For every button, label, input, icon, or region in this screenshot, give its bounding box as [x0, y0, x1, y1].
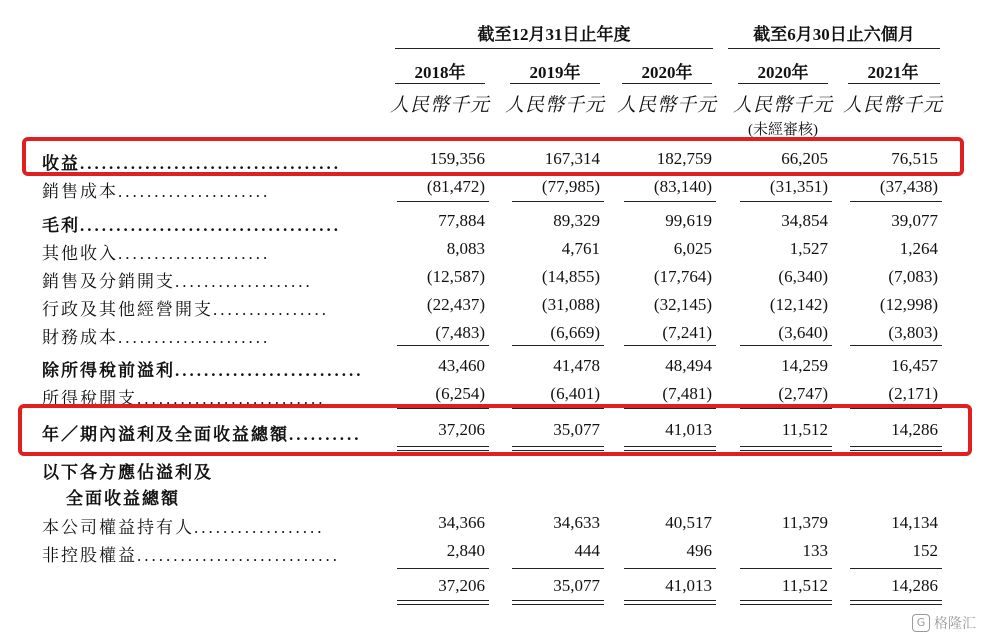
attribution-value: 2,840	[446, 541, 485, 560]
leader-dots: ..........................	[175, 361, 364, 380]
row-value: 16,457	[891, 356, 938, 375]
leader-dots: .....................	[118, 182, 271, 201]
row-value: (14,855)	[541, 267, 600, 286]
attribution-total-value: 14,286	[891, 576, 938, 595]
row-value: 4,761	[561, 239, 600, 258]
row-value: (81,472)	[426, 177, 485, 196]
row-value: 89,329	[553, 211, 600, 230]
subtotal-rule	[624, 345, 716, 346]
row-value: 182,759	[656, 149, 712, 168]
subtotal-rule	[850, 568, 942, 569]
year-rule	[395, 83, 485, 84]
leader-dots: ...................	[175, 272, 313, 291]
gelonghui-icon: G	[912, 614, 930, 632]
row-value: 1,264	[899, 239, 938, 258]
currency-unit: 人民幣千元	[389, 95, 490, 116]
attribution-value: 496	[686, 541, 712, 560]
attribution-total-value: 41,013	[665, 576, 712, 595]
attribution-value: 444	[574, 541, 600, 560]
attribution-value: 34,633	[553, 513, 600, 532]
attribution-row-label	[42, 541, 340, 566]
header-group-annual: 截至12月31日止年度	[477, 25, 631, 44]
subtotal-rule	[850, 201, 942, 202]
subtotal-rule	[740, 345, 832, 346]
leader-dots: ....................................	[80, 216, 341, 235]
row-value: (6,254)	[435, 384, 485, 403]
leader-dots: ..........................	[137, 389, 326, 408]
row-label	[42, 177, 270, 202]
row-value: (6,401)	[550, 384, 600, 403]
row-value: (17,764)	[653, 267, 712, 286]
row-value: 37,206	[438, 420, 485, 439]
header-group-annual-rule	[395, 48, 713, 49]
watermark-text: 格隆汇	[934, 616, 976, 632]
year-rule	[848, 83, 940, 84]
row-label	[42, 323, 270, 348]
attribution-value: 133	[802, 541, 828, 560]
row-label	[42, 295, 329, 320]
total-double-rule	[397, 600, 489, 605]
currency-unit: 人民幣千元	[842, 95, 943, 116]
row-value: (7,481)	[662, 384, 712, 403]
row-value: (83,140)	[653, 177, 712, 196]
row-value: 11,512	[781, 420, 828, 439]
row-value: 8,083	[446, 239, 485, 258]
row-label-text: 除所得稅前溢利	[42, 361, 175, 380]
attribution-value: 11,379	[781, 513, 828, 532]
attribution-value: 152	[912, 541, 938, 560]
row-label-text: 年／期內溢利及全面收益總額	[42, 425, 289, 444]
row-value: 14,259	[781, 356, 828, 375]
subtotal-rule	[624, 568, 716, 569]
row-value: (2,747)	[778, 384, 828, 403]
attribution-total-value: 11,512	[781, 576, 828, 595]
currency-unit: 人民幣千元	[732, 95, 833, 116]
header-group-halfyear: 截至6月30日止六個月	[753, 25, 915, 44]
row-label-text: 行政及其他經營開支	[42, 300, 213, 319]
attribution-total-value: 37,206	[438, 576, 485, 595]
year-header: 2020年	[641, 63, 693, 82]
year-rule	[510, 83, 600, 84]
subtotal-rule	[850, 345, 942, 346]
row-value: (7,483)	[435, 323, 485, 342]
year-header: 2020年	[757, 63, 809, 82]
row-value: 77,884	[438, 211, 485, 230]
row-value: (6,340)	[778, 267, 828, 286]
row-value: (32,145)	[653, 295, 712, 314]
year-header: 2019年	[529, 63, 581, 82]
row-value: 99,619	[665, 211, 712, 230]
row-value: (31,088)	[541, 295, 600, 314]
attribution-heading-line2: 全面收益總額	[66, 489, 180, 508]
year-header: 2021年	[867, 63, 919, 82]
attribution-total-value: 35,077	[553, 576, 600, 595]
year-rule	[622, 83, 712, 84]
row-label-text: 銷售及分銷開支	[42, 272, 175, 291]
row-value: 35,077	[553, 420, 600, 439]
leader-dots: .....................	[118, 244, 271, 263]
subtotal-rule	[512, 345, 604, 346]
row-value: (12,142)	[769, 295, 828, 314]
row-value: 34,854	[781, 211, 828, 230]
row-value: (37,438)	[879, 177, 938, 196]
currency-unit: 人民幣千元	[504, 95, 605, 116]
row-label-text: 收益	[42, 154, 80, 173]
watermark-logo	[912, 613, 976, 633]
row-value: (3,803)	[888, 323, 938, 342]
row-value: 6,025	[673, 239, 712, 258]
total-double-rule	[624, 600, 716, 605]
leader-dots: ..........	[289, 425, 362, 444]
row-value: (12,587)	[426, 267, 485, 286]
row-value: (77,985)	[541, 177, 600, 196]
attribution-row-label-text: 非控股權益	[42, 546, 137, 565]
row-value: 14,286	[891, 420, 938, 439]
subtotal-rule	[512, 201, 604, 202]
row-value: 66,205	[781, 149, 828, 168]
row-value: (12,998)	[879, 295, 938, 314]
currency-unit: 人民幣千元	[616, 95, 717, 116]
leader-dots: ................	[213, 300, 329, 319]
subtotal-rule	[740, 568, 832, 569]
row-label-text: 財務成本	[42, 328, 118, 347]
row-label-text: 其他收入	[42, 244, 118, 263]
subtotal-rule	[512, 568, 604, 569]
unaudited-note: (未經審核)	[748, 122, 818, 138]
row-label-text: 銷售成本	[42, 182, 118, 201]
attribution-value: 34,366	[438, 513, 485, 532]
row-label-text: 所得稅開支	[42, 389, 137, 408]
row-value: 1,527	[789, 239, 828, 258]
year-header: 2018年	[414, 63, 466, 82]
header-group-halfyear-rule	[728, 48, 940, 49]
leader-dots: ....................................	[80, 154, 341, 173]
leader-dots: .....................	[118, 328, 271, 347]
row-value: 76,515	[891, 149, 938, 168]
attribution-value: 40,517	[665, 513, 712, 532]
row-value: (3,640)	[778, 323, 828, 342]
row-value: (31,351)	[769, 177, 828, 196]
leader-dots: ..................	[194, 518, 325, 537]
subtotal-rule	[397, 345, 489, 346]
row-value: 48,494	[665, 356, 712, 375]
row-value: (2,171)	[888, 384, 938, 403]
attribution-value: 14,134	[891, 513, 938, 532]
highlight-profit-row	[18, 404, 972, 456]
total-double-rule	[850, 600, 942, 605]
subtotal-rule	[740, 201, 832, 202]
total-double-rule	[740, 600, 832, 605]
total-double-rule	[512, 600, 604, 605]
row-value: 167,314	[544, 149, 600, 168]
leader-dots: ............................	[137, 546, 340, 565]
attribution-row-label-text: 本公司權益持有人	[42, 518, 194, 537]
subtotal-rule	[624, 201, 716, 202]
row-value: 41,013	[665, 420, 712, 439]
row-value: 41,478	[553, 356, 600, 375]
row-label-text: 毛利	[42, 216, 80, 235]
row-value: 159,356	[429, 149, 485, 168]
row-label	[42, 211, 341, 236]
row-label	[42, 356, 364, 381]
subtotal-rule	[397, 568, 489, 569]
attribution-row-label	[42, 513, 325, 538]
year-rule	[738, 83, 828, 84]
row-label	[42, 267, 313, 292]
row-value: 43,460	[438, 356, 485, 375]
row-value: (7,083)	[888, 267, 938, 286]
row-value: (7,241)	[662, 323, 712, 342]
highlight-revenue-row	[22, 137, 964, 176]
row-label	[42, 239, 270, 264]
attribution-heading-line1: 以下各方應佔溢利及	[42, 463, 213, 482]
row-value: (6,669)	[550, 323, 600, 342]
row-value: (22,437)	[426, 295, 485, 314]
subtotal-rule	[397, 201, 489, 202]
row-value: 39,077	[891, 211, 938, 230]
